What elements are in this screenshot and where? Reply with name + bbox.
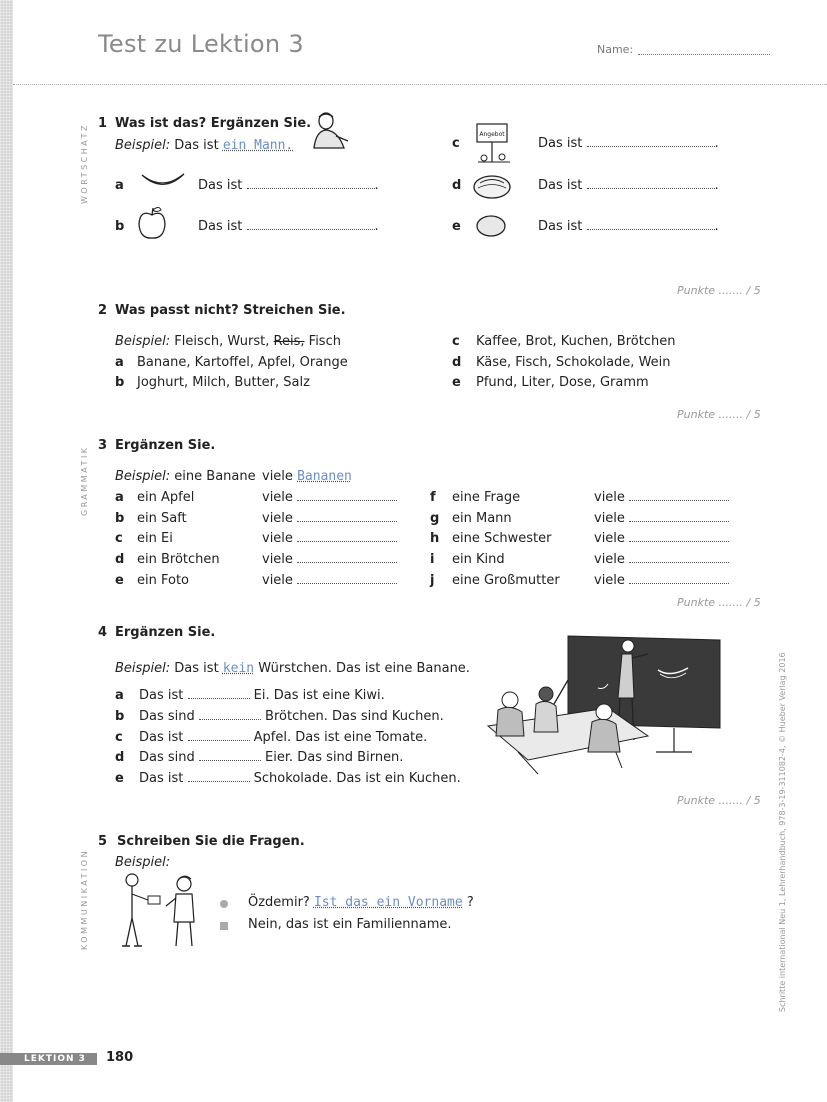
item-2c-letter: c [452,334,460,349]
item-4b-blank[interactable] [199,709,261,720]
section-1-example [115,138,293,153]
item-4a-row: Das ist Ei. Das ist eine Kiwi. [139,688,385,703]
item-1e-row: Das ist . [538,219,719,234]
item-3b-letter: b [115,511,125,526]
copyright-note: Schritte international Neu 1, Lehrerhandbuch, 978-3-19-311082-4, © Hueber Verlag 2016 [778,652,787,1012]
header-divider [13,84,827,85]
item-3e-letter: e [115,573,124,588]
section-1-number: 1 [98,116,108,131]
item-3c-text: ein Ei [137,531,173,546]
item-3h-row: viele [594,531,729,546]
man-icon [308,110,350,152]
section-3-number: 3 [98,438,108,453]
item-3e-text: ein Foto [137,573,189,588]
section-1-title: Was ist das? Ergänzen Sie. [115,116,312,131]
item-3d-text: ein Brötchen [137,552,220,567]
page-number: 180 [106,1050,134,1065]
speaker-a-bullet-icon [220,900,228,908]
item-3g-text: ein Mann [452,511,512,526]
item-3h-blank[interactable] [629,531,729,542]
name-label: Name: [597,43,634,56]
item-3a-row: viele [262,490,397,505]
question-answer: Ist das ein Vorname [313,895,463,910]
item-3c-row: viele [262,531,397,546]
section-5-example-label: Beispiel: [115,855,171,870]
section-3-example-answer: viele Bananen [262,469,352,484]
item-2e-text[interactable]: Pfund, Liter, Dose, Gramm [476,375,649,390]
example-text: Das ist [174,138,219,153]
side-label-wortschatz: WORTSCHATZ [80,123,89,204]
item-3d-letter: d [115,552,125,567]
item-4a-blank[interactable] [188,688,250,699]
item-4c-row: Das ist Apfel. Das ist eine Tomate. [139,730,428,745]
item-3g-blank[interactable] [629,511,729,522]
footer-lektion-label: LEKTION 3 [24,1054,86,1064]
item-1b-row: Das ist . [198,219,379,234]
item-2e-letter: e [452,375,461,390]
item-3f-letter: f [430,490,436,505]
item-4d-letter: d [115,750,125,765]
item-3b-blank[interactable] [297,511,397,522]
item-1d-blank[interactable] [587,178,715,189]
item-3e-blank[interactable] [297,573,397,584]
item-2b-text[interactable]: Joghurt, Milch, Butter, Salz [137,375,310,390]
item-3e-row: viele [262,573,397,588]
side-label-kommunikation: KOMMUNIKATION [80,848,89,950]
egg-icon [474,213,508,239]
section-4-number: 4 [98,625,108,640]
section-4-points: Punkte ....... / 5 [677,794,761,807]
section-3-example: Beispiel: eine Banane [115,469,256,484]
item-4c-blank[interactable] [188,730,250,741]
item-3a-letter: a [115,490,124,505]
item-3g-letter: g [430,511,440,526]
item-3j-letter: j [430,573,435,588]
two-people-icon [118,870,210,950]
item-2a-letter: a [115,355,124,370]
item-3j-text: eine Großmutter [452,573,560,588]
item-1a-blank[interactable] [247,178,375,189]
section-3-points: Punkte ....... / 5 [677,596,761,609]
item-4b-row: Das sind Brötchen. Das sind Kuchen. [139,709,444,724]
example-label: Beispiel: [115,138,171,153]
item-3f-text: eine Frage [452,490,521,505]
item-1e-blank[interactable] [587,219,715,230]
item-4d-blank[interactable] [199,750,261,761]
banana-icon [140,170,186,192]
item-1c-letter: c [452,136,460,151]
item-1d-row: Das ist . [538,178,719,193]
section-5-number: 5 [98,834,108,849]
item-4b-letter: b [115,709,125,724]
item-2c-text[interactable]: Kaffee, Brot, Kuchen, Brötchen [476,334,676,349]
item-1a-row: Das ist . [198,178,379,193]
side-label-grammatik: GRAMMATIK [80,445,89,516]
speaker-b-bullet-icon [220,922,228,930]
item-3a-blank[interactable] [297,490,397,501]
item-3b-row: viele [262,511,397,526]
struck-word: Reis, [273,334,305,349]
item-1d-letter: d [452,178,462,193]
item-3h-text: eine Schwester [452,531,552,546]
section-1-points: Punkte ....... / 5 [677,284,761,297]
item-1b-letter: b [115,219,125,234]
item-3j-blank[interactable] [629,573,729,584]
item-2b-letter: b [115,375,125,390]
apple-icon [136,205,168,241]
item-3c-blank[interactable] [297,531,397,542]
item-3f-blank[interactable] [629,490,729,501]
item-3c-letter: c [115,531,123,546]
item-3i-blank[interactable] [629,552,729,563]
item-3f-row: viele [594,490,729,505]
item-3d-blank[interactable] [297,552,397,563]
section-4-title: Ergänzen Sie. [115,625,216,640]
section-2-title: Was passt nicht? Streichen Sie. [115,303,346,318]
item-3b-text: ein Saft [137,511,187,526]
item-3a-text: ein Apfel [137,490,195,505]
item-1c-row: Das ist . [538,136,719,151]
item-3d-row: viele [262,552,397,567]
price-sign-icon [474,122,514,166]
item-1b-blank[interactable] [247,219,375,230]
section-2-example: Beispiel: Fleisch, Wurst, Reis, Fisch [115,334,341,349]
item-2d-letter: d [452,355,462,370]
item-4c-letter: c [115,730,123,745]
item-1e-letter: e [452,219,461,234]
bread-icon [472,172,512,200]
question-row: Özdemir? Ist das ein Vorname ? [248,895,474,910]
section-2-points: Punkte ....... / 5 [677,408,761,421]
item-2a-text[interactable]: Banane, Kartoffel, Apfel, Orange [137,355,348,370]
answer-text: Nein, das ist ein Familienname. [248,917,452,932]
classroom-illustration [488,628,724,778]
item-3j-row: viele [594,573,729,588]
section-5-title: Schreiben Sie die Fragen. [117,834,305,849]
left-edge-pattern [0,0,13,1102]
item-4d-row: Das sind Eier. Das sind Birnen. [139,750,404,765]
item-3i-letter: i [430,552,435,567]
section-2-number: 2 [98,303,108,318]
section-4-example: Beispiel: Das ist kein Würstchen. Das ist eine Banane. [115,661,470,676]
item-3i-text: ein Kind [452,552,505,567]
item-4e-row: Das ist Schokolade. Das ist ein Kuchen. [139,771,461,786]
item-1a-letter: a [115,178,124,193]
example-answer: ein Mann. [222,138,294,153]
item-3g-row: viele [594,511,729,526]
name-field[interactable] [638,54,770,55]
item-3i-row: viele [594,552,729,567]
item-2d-text[interactable]: Käse, Fisch, Schokolade, Wein [476,355,671,370]
item-1c-blank[interactable] [587,136,715,147]
item-3h-letter: h [430,531,440,546]
item-4e-blank[interactable] [188,771,250,782]
item-4e-letter: e [115,771,124,786]
section-3-title: Ergänzen Sie. [115,438,216,453]
page-title: Test zu Lektion 3 [98,30,304,58]
svg-text:Angebot: Angebot [479,131,505,138]
item-4a-letter: a [115,688,124,703]
